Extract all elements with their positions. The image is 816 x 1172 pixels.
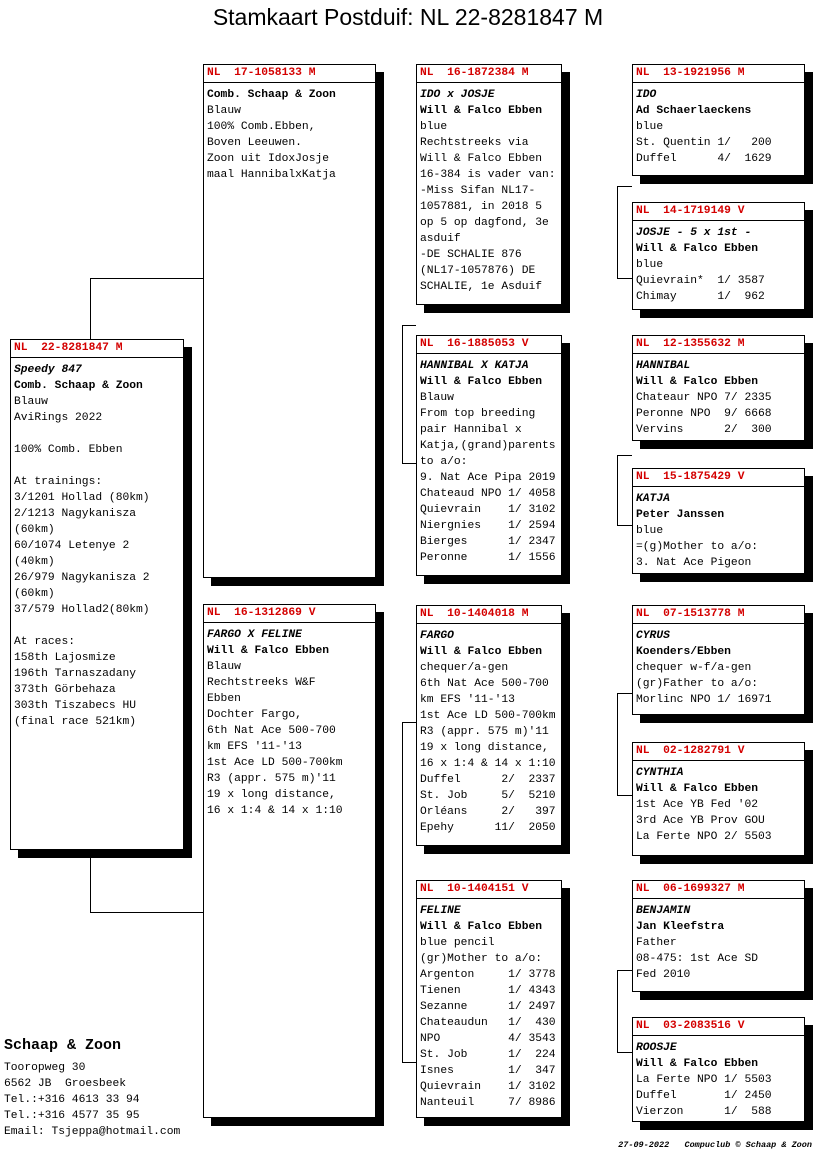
pedigree-line: Chateaudun 1/ 430 [420, 1017, 556, 1029]
pedigree-line: (gr)Mother to a/o: [420, 953, 543, 965]
pedigree-line: Tienen 1/ 4343 [420, 985, 556, 997]
connector-line [617, 795, 632, 796]
pedigree-line: 373th Görbehaza [14, 684, 116, 696]
pedigree-line: 196th Tarnaszadany [14, 668, 137, 680]
ring-number: NL 16-1885053 V [417, 336, 561, 354]
pigeon-card-sds [632, 335, 805, 441]
breeder-name: Will & Falco Ebben [207, 645, 330, 657]
pedigree-line: St. Quentin 1/ 200 [636, 137, 772, 149]
connector-line [90, 278, 204, 279]
footer-credit: 27-09-2022 Compuclub © Schaap & Zoon [618, 1140, 812, 1150]
pigeon-name: KATJA [636, 493, 670, 505]
pedigree-line: 19 x long distance, [207, 789, 336, 801]
breeder-name: Comb. Schaap & Zoon [14, 380, 143, 392]
breeder-name: Will & Falco Ebben [420, 105, 543, 117]
pigeon-name: Speedy 847 [14, 364, 82, 376]
ring-number: NL 15-1875429 V [633, 469, 804, 487]
pedigree-line: 3rd Ace YB Prov GOU [636, 815, 765, 827]
pedigree-line: Orléans 2/ 397 [420, 806, 556, 818]
pedigree-line: 1057881, in 2018 5 [420, 201, 543, 213]
pedigree-line: Duffel 2/ 2337 [420, 774, 556, 786]
pedigree-line: -DE SCHALIE 876 [420, 249, 522, 261]
owner-name: Schaap & Zoon [4, 1037, 122, 1054]
pedigree-line: Boven Leeuwen. [207, 137, 302, 149]
breeder-name: Jan Kleefstra [636, 921, 725, 933]
breeder-name: Will & Falco Ebben [636, 1058, 759, 1070]
pedigree-line: blue pencil [420, 937, 495, 949]
pedigree-line: 303th Tiszabecs HU [14, 700, 137, 712]
breeder-name: Will & Falco Ebben [636, 243, 759, 255]
owner-address-line: Tooropweg 30 [4, 1062, 86, 1074]
pedigree-line: pair Hannibal x [420, 424, 522, 436]
connector-line [402, 1062, 416, 1063]
pedigree-line: 100% Comb. Ebben [14, 444, 123, 456]
pedigree-line: Quievrain* 1/ 3587 [636, 275, 765, 287]
pigeon-name: HANNIBAL [636, 360, 691, 372]
pedigree-line: St. Job 1/ 224 [420, 1049, 556, 1061]
pigeon-name: ROOSJE [636, 1042, 677, 1054]
pedigree-line: 3. Nat Ace Pigeon [636, 557, 752, 569]
pedigree-line: 1st Ace YB Fed '02 [636, 799, 759, 811]
pedigree-line: At races: [14, 636, 76, 648]
pigeon-card-sire [203, 64, 376, 578]
pedigree-line: Bierges 1/ 2347 [420, 536, 556, 548]
pedigree-line: Blauw [207, 105, 241, 117]
pedigree-line: km EFS '11-'13 [207, 741, 302, 753]
pedigree-line: Ebben [207, 693, 241, 705]
connector-line [402, 722, 416, 723]
pigeon-name: CYRUS [636, 630, 670, 642]
pigeon-card-sss [632, 64, 805, 176]
ring-number: NL 12-1355632 M [633, 336, 804, 354]
ring-number: NL 10-1404018 M [417, 606, 561, 624]
pedigree-line: 3/1201 Hollad (80km) [14, 492, 150, 504]
connector-line [617, 455, 632, 456]
owner-address-line: 6562 JB Groesbeek [4, 1078, 127, 1090]
pedigree-line: op 5 op dagfond, 3e [420, 217, 549, 229]
pedigree-line: Will & Falco Ebben [420, 153, 543, 165]
pedigree-line: 16 x 1:4 & 14 x 1:10 [420, 758, 556, 770]
connector-line [617, 693, 618, 795]
pigeon-card-ssd [632, 202, 805, 310]
connector-line [90, 912, 204, 913]
ring-number: NL 16-1312869 V [204, 605, 375, 623]
ring-number: NL 07-1513778 M [633, 606, 804, 624]
connector-line [402, 463, 416, 464]
pedigree-line: =(g)Mother to a/o: [636, 541, 759, 553]
breeder-name: Ad Schaerlaeckens [636, 105, 752, 117]
pigeon-card-dds [632, 880, 805, 992]
pedigree-line: asduif [420, 233, 461, 245]
ring-number: NL 17-1058133 M [204, 65, 375, 83]
connector-line [617, 186, 618, 278]
pedigree-line: R3 (appr. 575 m)'11 [420, 726, 549, 738]
pedigree-line: Niergnies 1/ 2594 [420, 520, 556, 532]
pigeon-card-sdd [632, 468, 805, 574]
pedigree-line: SCHALIE, 1e Asduif [420, 281, 543, 293]
connector-line [90, 278, 91, 340]
breeder-name: Will & Falco Ebben [420, 921, 543, 933]
pedigree-line: 37/579 Hollad2(80km) [14, 604, 150, 616]
pedigree-line: Chateaud NPO 1/ 4058 [420, 488, 556, 500]
pedigree-line: (60km) [14, 524, 55, 536]
breeder-name: Will & Falco Ebben [636, 783, 759, 795]
ring-number: NL 14-1719149 V [633, 203, 804, 221]
pedigree-line: km EFS '11-'13 [420, 694, 515, 706]
ring-number: NL 06-1699327 M [633, 881, 804, 899]
breeder-name: Will & Falco Ebben [420, 376, 543, 388]
pedigree-line [14, 458, 180, 474]
pedigree-line: 16 x 1:4 & 14 x 1:10 [207, 805, 343, 817]
pedigree-line: Blauw [420, 392, 454, 404]
pedigree-line: 16-384 is vader van: [420, 169, 556, 181]
pedigree-line: La Ferte NPO 2/ 5503 [636, 831, 772, 843]
pedigree-line: Nanteuil 7/ 8986 [420, 1097, 556, 1109]
owner-block [4, 1036, 180, 1140]
pigeon-name: HANNIBAL X KATJA [420, 360, 529, 372]
pedigree-line: (60km) [14, 588, 55, 600]
pedigree-line: 60/1074 Letenye 2 [14, 540, 130, 552]
pedigree-line: Zoon uit IdoxJosje [207, 153, 330, 165]
pigeon-name: JOSJE - 5 x 1st - [636, 227, 752, 239]
connector-line [617, 1052, 632, 1053]
connector-line [402, 325, 403, 463]
pedigree-line: Argenton 1/ 3778 [420, 969, 556, 981]
connector-line [617, 455, 618, 525]
pedigree-line: 08-475: 1st Ace SD [636, 953, 759, 965]
breeder-name: Peter Janssen [636, 509, 725, 521]
pedigree-line: chequer/a-gen [420, 662, 509, 674]
breeder-name: Koenders/Ebben [636, 646, 731, 658]
pedigree-line: blue [636, 121, 664, 133]
breeder-name: Will & Falco Ebben [636, 376, 759, 388]
pigeon-name: FELINE [420, 905, 461, 917]
pedigree-line: maal HannibalxKatja [207, 169, 336, 181]
ring-number: NL 22-8281847 M [11, 340, 183, 358]
breeder-name: Comb. Schaap & Zoon [207, 89, 336, 101]
pedigree-line: Peronne NPO 9/ 6668 [636, 408, 772, 420]
pigeon-name: CYNTHIA [636, 767, 684, 779]
pedigree-line: 9. Nat Ace Pipa 2019 [420, 472, 556, 484]
pedigree-line: (gr)Father to a/o: [636, 678, 759, 690]
connector-line [617, 525, 632, 526]
pedigree-line: At trainings: [14, 476, 103, 488]
pedigree-line: blue [420, 121, 448, 133]
pedigree-line: chequer w-f/a-gen [636, 662, 752, 674]
owner-email: Email: Tsjeppa@hotmail.com [4, 1126, 181, 1138]
connector-line [617, 970, 632, 971]
pedigree-line: Blauw [207, 661, 241, 673]
page-title: Stamkaart Postduif: NL 22-8281847 M [212, 4, 604, 30]
owner-phone: Tel.:+316 4577 35 95 [4, 1110, 140, 1122]
connector-line [617, 970, 618, 1052]
pedigree-line: Epehy 11/ 2050 [420, 822, 556, 834]
pedigree-line: Rechtstreeks W&F [207, 677, 316, 689]
ring-number: NL 16-1872384 M [417, 65, 561, 83]
pedigree-line: Katja,(grand)parents [420, 440, 556, 452]
pedigree-line: Sezanne 1/ 2497 [420, 1001, 556, 1013]
pedigree-line: 6th Nat Ace 500-700 [207, 725, 336, 737]
pedigree-line: blue [636, 259, 664, 271]
pigeon-card-dss [632, 605, 805, 715]
pedigree-line: Morlinc NPO 1/ 16971 [636, 694, 772, 706]
pedigree-line: (NL17-1057876) DE [420, 265, 536, 277]
pedigree-line: Chateaur NPO 7/ 2335 [636, 392, 772, 404]
pedigree-line: Peronne 1/ 1556 [420, 552, 556, 564]
pedigree-line: Blauw [14, 396, 48, 408]
pigeon-card-dam-dam [416, 880, 562, 1118]
pedigree-line: 1st Ace LD 500-700km [420, 710, 556, 722]
pedigree-line: Isnes 1/ 347 [420, 1065, 556, 1077]
ring-number: NL 13-1921956 M [633, 65, 804, 83]
ring-number: NL 02-1282791 V [633, 743, 804, 761]
pedigree-line [14, 426, 180, 442]
pedigree-line: Dochter Fargo, [207, 709, 302, 721]
pedigree-line: AviRings 2022 [14, 412, 103, 424]
pigeon-card-dam [203, 604, 376, 1118]
pigeon-card-dsd [632, 742, 805, 856]
pedigree-line: 100% Comb.Ebben, [207, 121, 316, 133]
pigeon-name: FARGO X FELINE [207, 629, 302, 641]
connector-line [617, 693, 632, 694]
pedigree-line: to a/o: [420, 456, 468, 468]
pigeon-name: BENJAMIN [636, 905, 691, 917]
connector-line [402, 325, 416, 326]
pigeon-card-ddd [632, 1017, 805, 1122]
pedigree-line [14, 618, 180, 634]
pigeon-card-subject [10, 339, 184, 850]
pedigree-line: Vervins 2/ 300 [636, 424, 772, 436]
pigeon-name: IDO x JOSJE [420, 89, 495, 101]
pedigree-line: Quievrain 1/ 3102 [420, 1081, 556, 1093]
pedigree-line: R3 (appr. 575 m)'11 [207, 773, 336, 785]
owner-phone: Tel.:+316 4613 33 94 [4, 1094, 140, 1106]
pedigree-line: 6th Nat Ace 500-700 [420, 678, 549, 690]
pedigree-line: 158th Lajosmize [14, 652, 116, 664]
pedigree-line: (final race 521km) [14, 716, 137, 728]
pedigree-line: Rechtstreeks via [420, 137, 529, 149]
pedigree-line: 2/1213 Nagykanisza [14, 508, 137, 520]
pedigree-line: Quievrain 1/ 3102 [420, 504, 556, 516]
pedigree-line: Father [636, 937, 677, 949]
pigeon-name: IDO [636, 89, 657, 101]
pedigree-line: St. Job 5/ 5210 [420, 790, 556, 802]
pedigree-line: Duffel 4/ 1629 [636, 153, 772, 165]
pedigree-line: Vierzon 1/ 588 [636, 1106, 772, 1118]
pedigree-line: From top breeding [420, 408, 536, 420]
pigeon-name: FARGO [420, 630, 454, 642]
breeder-name: Will & Falco Ebben [420, 646, 543, 658]
connector-line [617, 278, 632, 279]
pigeon-card-sire-dam [416, 335, 562, 576]
pedigree-line: NPO 4/ 3543 [420, 1033, 556, 1045]
pedigree-line: 19 x long distance, [420, 742, 549, 754]
pigeon-card-dam-sire [416, 605, 562, 846]
pedigree-line: Duffel 1/ 2450 [636, 1090, 772, 1102]
pedigree-line: (40km) [14, 556, 55, 568]
ring-number: NL 03-2083516 V [633, 1018, 804, 1036]
pedigree-line: -Miss Sifan NL17- [420, 185, 536, 197]
ring-number: NL 10-1404151 V [417, 881, 561, 899]
pedigree-line: blue [636, 525, 664, 537]
pedigree-line: Fed 2010 [636, 969, 691, 981]
pedigree-line: Chimay 1/ 962 [636, 291, 765, 303]
connector-line [90, 850, 91, 912]
pedigree-line: 26/979 Nagykanisza 2 [14, 572, 150, 584]
pedigree-line: 1st Ace LD 500-700km [207, 757, 343, 769]
pigeon-card-sire-sire [416, 64, 562, 305]
pedigree-line: La Ferte NPO 1/ 5503 [636, 1074, 772, 1086]
connector-line [402, 722, 403, 1062]
connector-line [617, 186, 632, 187]
